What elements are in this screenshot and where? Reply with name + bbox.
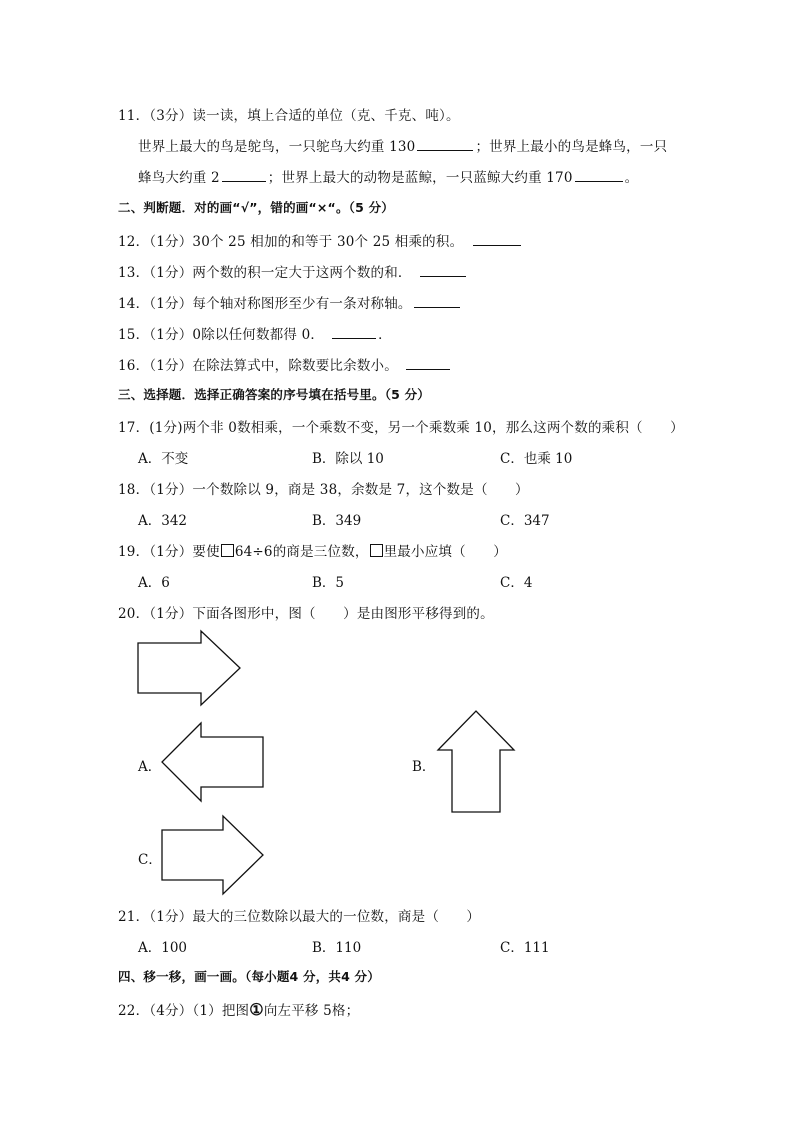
q12-blank[interactable] xyxy=(473,233,521,246)
q11-blank-2[interactable] xyxy=(222,169,266,182)
section2-heading: 二、判断题．对的画“√”，错的画“×“。（5 分） xyxy=(118,200,394,215)
q11-line1-text-b: ；世界上最小的鸟是蜂鸟，一只 xyxy=(475,139,668,155)
q16-blank[interactable] xyxy=(406,357,450,370)
q17-option-c[interactable]: C．也乘 10 xyxy=(500,451,573,467)
option-b-up-arrow-figure[interactable] xyxy=(437,710,517,814)
q19-text-c: 里最小应填（ ） xyxy=(383,544,507,560)
q21-option-b[interactable]: B．110 xyxy=(312,940,362,956)
q19-option-b[interactable]: B．5 xyxy=(312,575,345,591)
q21-option-a[interactable]: A．100 xyxy=(138,940,188,956)
q18-option-b[interactable]: B．349 xyxy=(312,513,362,529)
q11-line1 xyxy=(138,135,667,155)
q15 xyxy=(118,323,392,343)
q18-option-a[interactable]: A．342 xyxy=(138,513,188,529)
q19-option-a[interactable]: A．6 xyxy=(138,575,170,591)
q21-text: 21．（1分）最大的三位数除以最大的一位数，商是（ ） xyxy=(118,909,481,925)
q19-text-b: 64÷6的商是三位数， xyxy=(234,544,369,560)
q11-line2-text-c: 。 xyxy=(624,170,639,186)
q11-line2-text-b: ；世界上最大的动物是蓝鲸，一只蓝鲸大约重 170 xyxy=(267,170,573,186)
q19 xyxy=(118,540,507,560)
q11-blank-1[interactable] xyxy=(417,138,473,151)
q15-tail: ． xyxy=(378,327,392,343)
section3-heading: 三、选择题．选择正确答案的序号填在括号里。（5 分） xyxy=(118,387,431,402)
q11-line2 xyxy=(138,166,638,186)
q17-option-b[interactable]: B．除以 10 xyxy=(312,451,384,467)
q22-text-a: 22．（4分）（1）把图 xyxy=(118,1003,250,1019)
q22 xyxy=(118,999,359,1019)
q20-label-b[interactable]: B． xyxy=(412,759,436,775)
q21-option-c[interactable]: C．111 xyxy=(500,940,550,956)
q12-text: 12．（1分）30个 25 相加的和等于 30个 25 相乘的积。 xyxy=(118,234,464,250)
q17-option-a[interactable]: A．不变 xyxy=(138,451,189,467)
q14 xyxy=(118,292,462,312)
option-a-left-arrow-figure[interactable] xyxy=(161,722,265,802)
section4-heading: 四、移一移，画一画。（每小题4 分，共4 分） xyxy=(118,969,380,984)
q20-label-c[interactable]: C． xyxy=(138,852,162,868)
option-c-right-arrow-figure[interactable] xyxy=(161,815,265,895)
q18-text: 18．（1分）一个数除以 9，商是 38，余数是 7，这个数是（ ） xyxy=(118,482,529,498)
q17-text: 17．(1分)两个非 0数相乘，一个乘数不变，另一个乘数乘 10，那么这两个数的乘积（ ） xyxy=(118,420,684,436)
q22-text-b: 向左平移 5格； xyxy=(263,1003,360,1019)
q14-blank[interactable] xyxy=(414,295,460,308)
original-right-arrow-figure xyxy=(137,630,241,706)
q16-text: 16．（1分）在除法算式中，除数要比余数小。 xyxy=(118,358,398,374)
q12 xyxy=(118,230,523,250)
square-box-icon xyxy=(221,544,234,557)
q19-text-a: 19．（1分）要使 xyxy=(118,544,220,560)
q20-label-a[interactable]: A． xyxy=(138,759,162,775)
q11-blank-3[interactable] xyxy=(575,169,623,182)
q11-header: 11．（3分）读一读，填上合适的单位（克、千克、吨）。 xyxy=(118,108,460,124)
q11-line1-text-a: 世界上最大的鸟是鸵鸟，一只鸵鸟大约重 130 xyxy=(138,139,416,155)
q15-blank[interactable] xyxy=(332,326,376,339)
circled-one-icon: ① xyxy=(249,1000,264,1019)
q20-text: 20．（1分）下面各图形中，图（ ）是由图形平移得到的。 xyxy=(118,606,494,622)
q13-blank[interactable] xyxy=(420,264,466,277)
q18-option-c[interactable]: C．347 xyxy=(500,513,550,529)
q19-option-c[interactable]: C．4 xyxy=(500,575,533,591)
q13 xyxy=(118,261,468,281)
square-box-icon xyxy=(370,544,383,557)
q13-text: 13．（1分）两个数的积一定大于这两个数的和． xyxy=(118,265,412,281)
q11-line2-text-a: 蜂鸟大约重 2 xyxy=(138,170,220,186)
q16 xyxy=(118,354,452,374)
q15-text: 15．（1分）0除以任何数都得 0． xyxy=(118,327,325,343)
q14-text: 14．（1分）每个轴对称图形至少有一条对称轴。 xyxy=(118,296,412,312)
